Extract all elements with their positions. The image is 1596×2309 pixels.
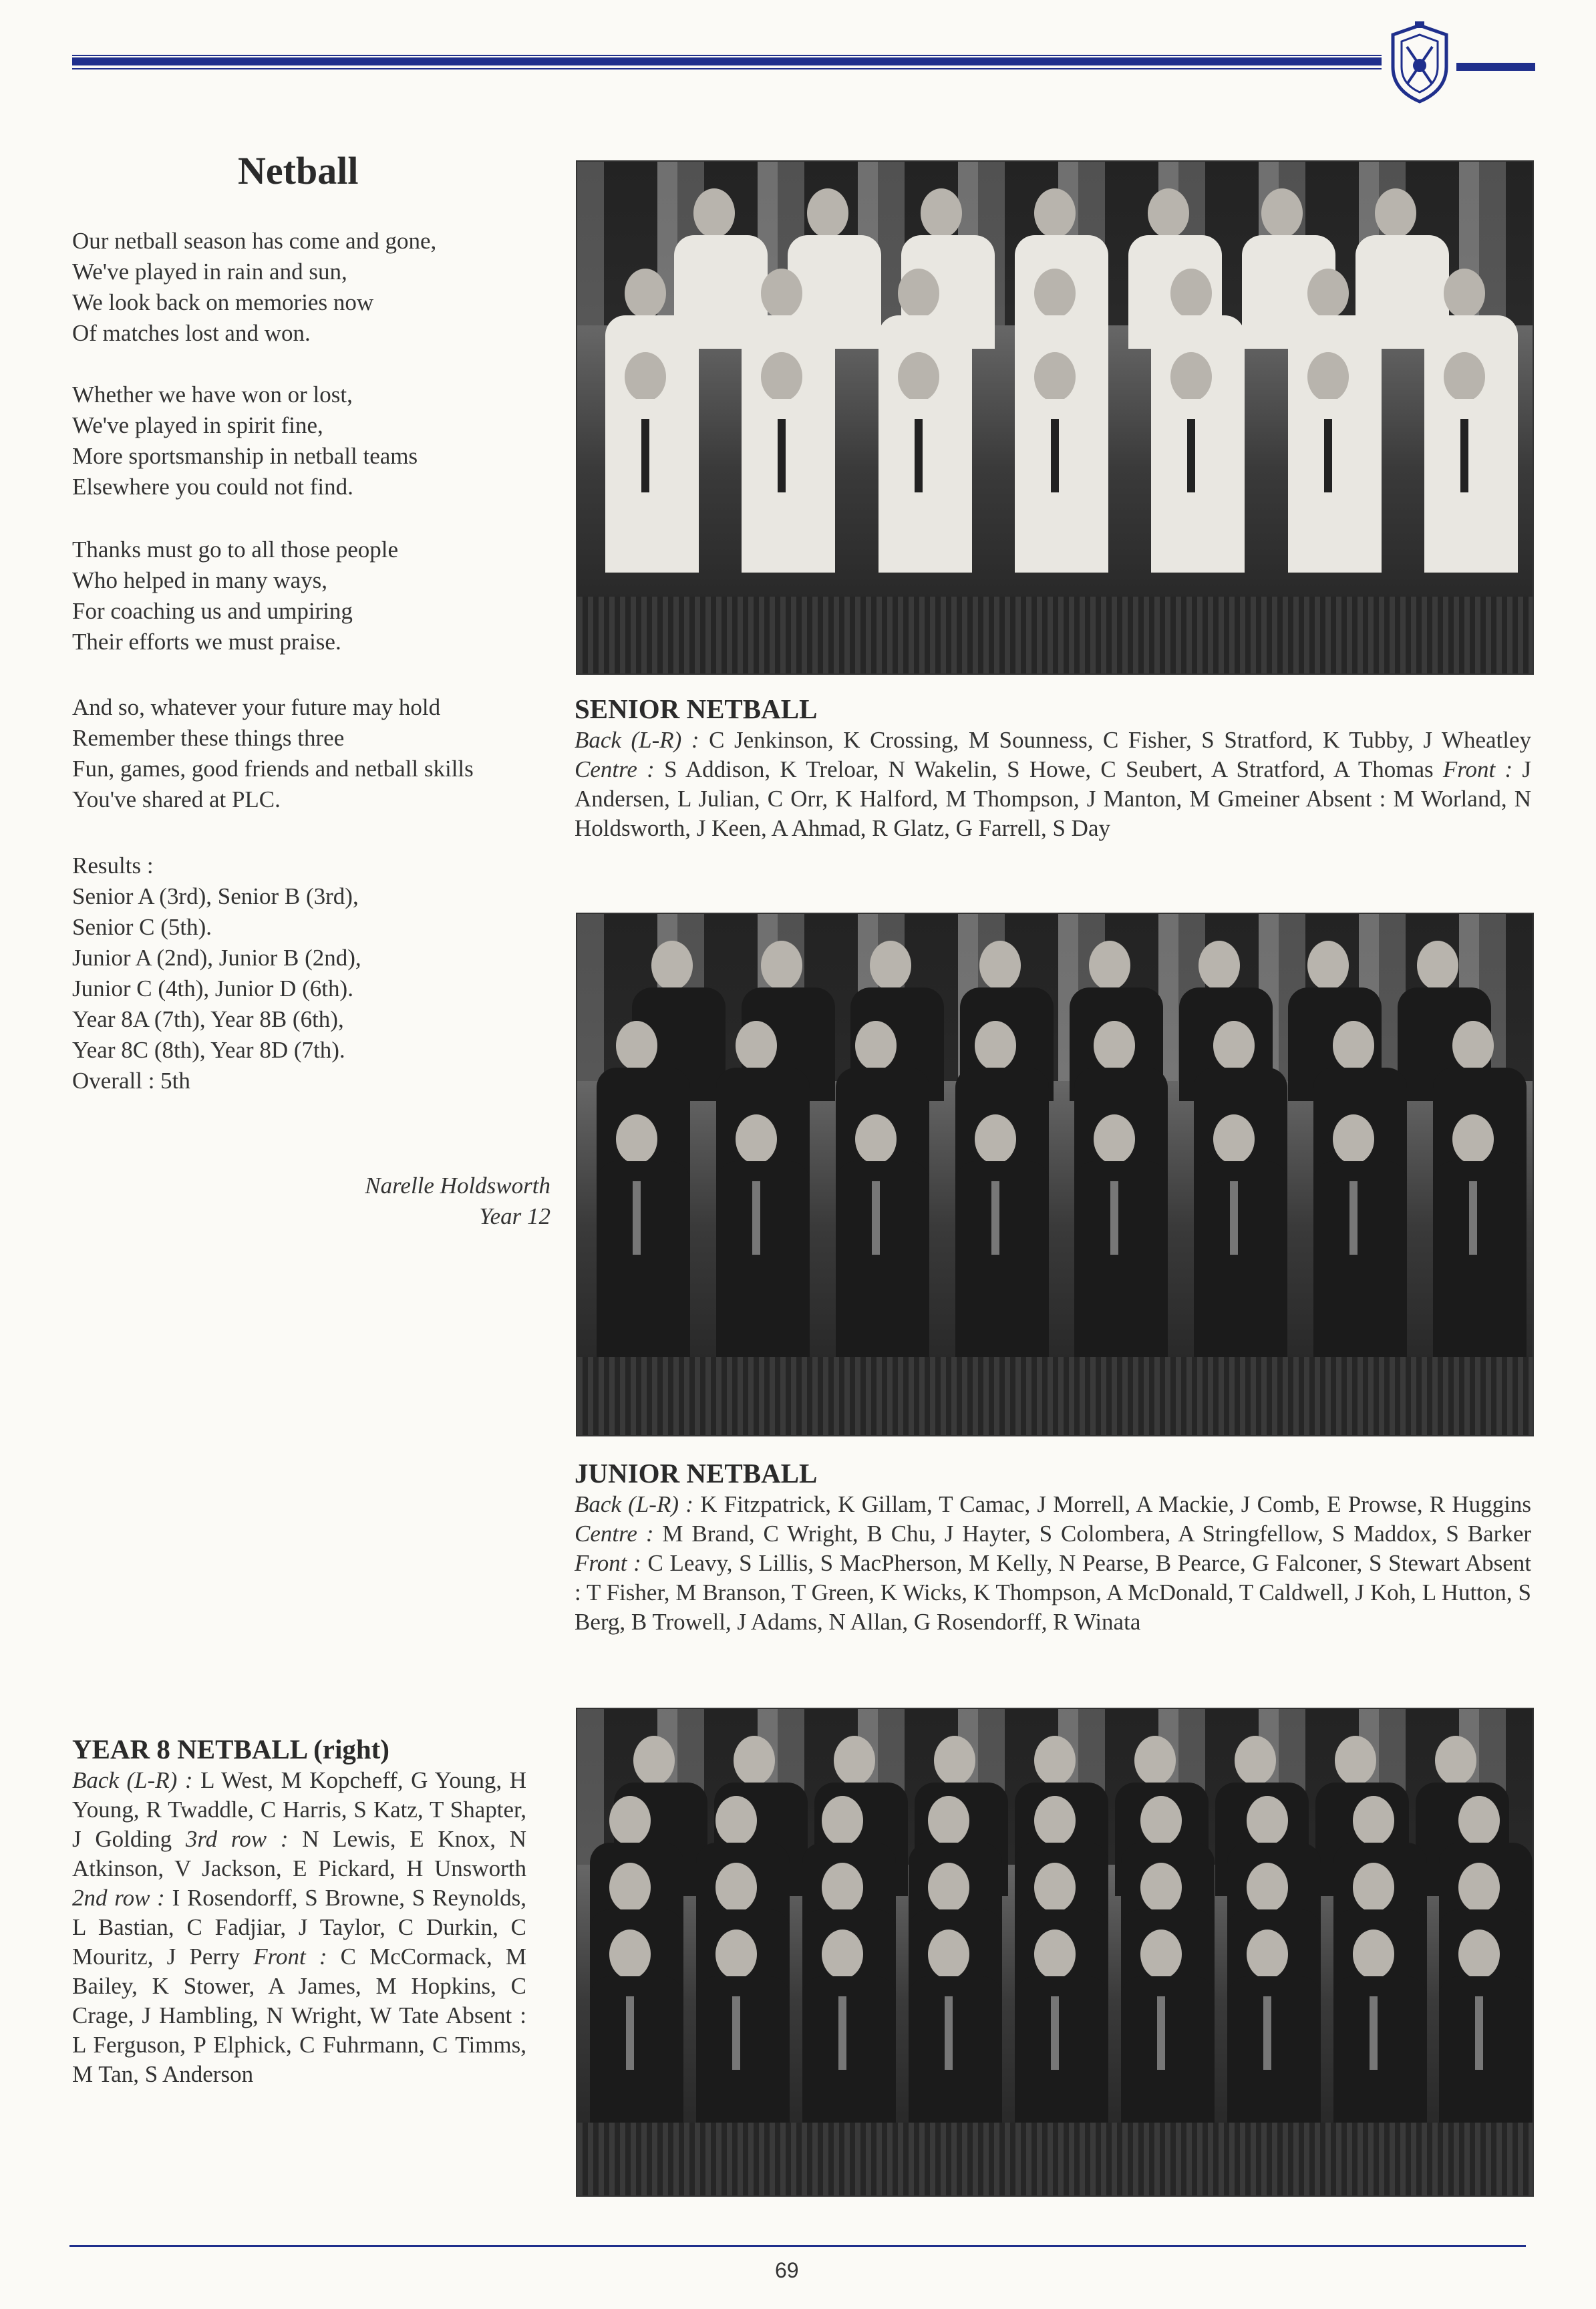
- poem-stanza-4: And so, whatever your future may hold Remember these things three Fun, games, good friends and netball skills You've shared at PLC.: [72, 694, 474, 812]
- page-number: 69: [775, 2258, 799, 2282]
- year8-netball-photo: [576, 1708, 1534, 2197]
- poem-stanza-3: Thanks must go to all those people Who helped in many ways, For coaching us and umpiring Their efforts we must praise.: [72, 536, 398, 655]
- footer-rule: [69, 2245, 1526, 2247]
- senior-netball-caption: SENIOR NETBALL Back (L-R) : C Jenkinson, K Crossing, M Sounness, C Fisher, S Stratford, K Tubby, J Wheatley Centre : S Addison, K Treloar, N Wakelin, S Howe, C Seubert, A Stratford, A Thomas Front : J Andersen, L Julian, C Orr, K Halford, M Thompson, J Manton, M Gmeiner Absent : M Worland, N Holdsworth, J Keen, A Ahmad, R Glatz, G Farrell, S Day: [575, 694, 1531, 841]
- results-list: Results : Senior A (3rd), Senior B (3rd), Senior C (5th). Junior A (2nd), Junior B (2nd), Junior C (4th), Junior D (6th). Year 8A (7th), Year 8B (6th), Year 8C (8th), Year 8D (7th). Overall : 5th: [72, 853, 361, 1094]
- junior-netball-caption: JUNIOR NETBALL Back (L-R) : K Fitzpatrick, K Gillam, T Camac, J Morrell, A Mackie, J Comb, E Prowse, R Huggins Centre : M Brand, C Wright, B Chu, J Hayter, S Colombera, A Stringfellow, S Maddox, S Barker Front : C Leavy, S Lillis, S MacPherson, M Kelly, N Pearse, B Pearce, G Falconer, S Stewart Absent : T Fisher, M Branson, T Green, K Wicks, K Thompson, A McDonald, T Caldwell, J Koh, L Hutton, S Berg, B Trowell, J Adams, N Allan, G Rosendorff, R Winata: [575, 1458, 1532, 1635]
- junior-netball-photo: [576, 913, 1534, 1436]
- school-crest-icon: [1383, 20, 1456, 107]
- junior-netball-heading: JUNIOR NETBALL: [575, 1458, 818, 1489]
- page-title: Netball: [238, 149, 359, 192]
- senior-netball-photo: [576, 160, 1534, 675]
- author-year: Year 12: [479, 1203, 550, 1229]
- author-name: Narelle Holdsworth: [365, 1173, 550, 1199]
- header-rule-right: [1456, 63, 1535, 71]
- year8-netball-heading: YEAR 8 NETBALL (right): [72, 1734, 389, 1764]
- poem-stanza-2: Whether we have won or lost, We've played in spirit fine, More sportsmanship in netball teams Elsewhere you could not find.: [72, 381, 418, 500]
- header-rule: [72, 55, 1382, 72]
- poem-stanza-1: Our netball season has come and gone, We've played in rain and sun, We look back on memories now Of matches lost and won.: [72, 228, 437, 346]
- senior-netball-heading: SENIOR NETBALL: [575, 694, 818, 724]
- author-signature: [365, 1171, 550, 1232]
- year8-netball-caption: YEAR 8 NETBALL (right) Back (L-R) : L West, M Kopcheff, G Young, H Young, R Twaddle, C Harris, S Katz, T Shapter, J Golding 3rd row : N Lewis, E Knox, N Atkinson, V Jackson, E Pickard, H Unsworth 2nd row : I Rosendorff, S Browne, S Reynolds, L Bastian, C Fadjiar, J Taylor, C Durkin, C Mouritz, J Perry Front : C McCormack, M Bailey, K Stower, A James, M Hopkins, C Crage, J Hambling, N Wright, W Tate Absent : L Ferguson, P Elphick, C Fuhrmann, C Timms, M Tan, S Anderson: [72, 1734, 527, 2087]
